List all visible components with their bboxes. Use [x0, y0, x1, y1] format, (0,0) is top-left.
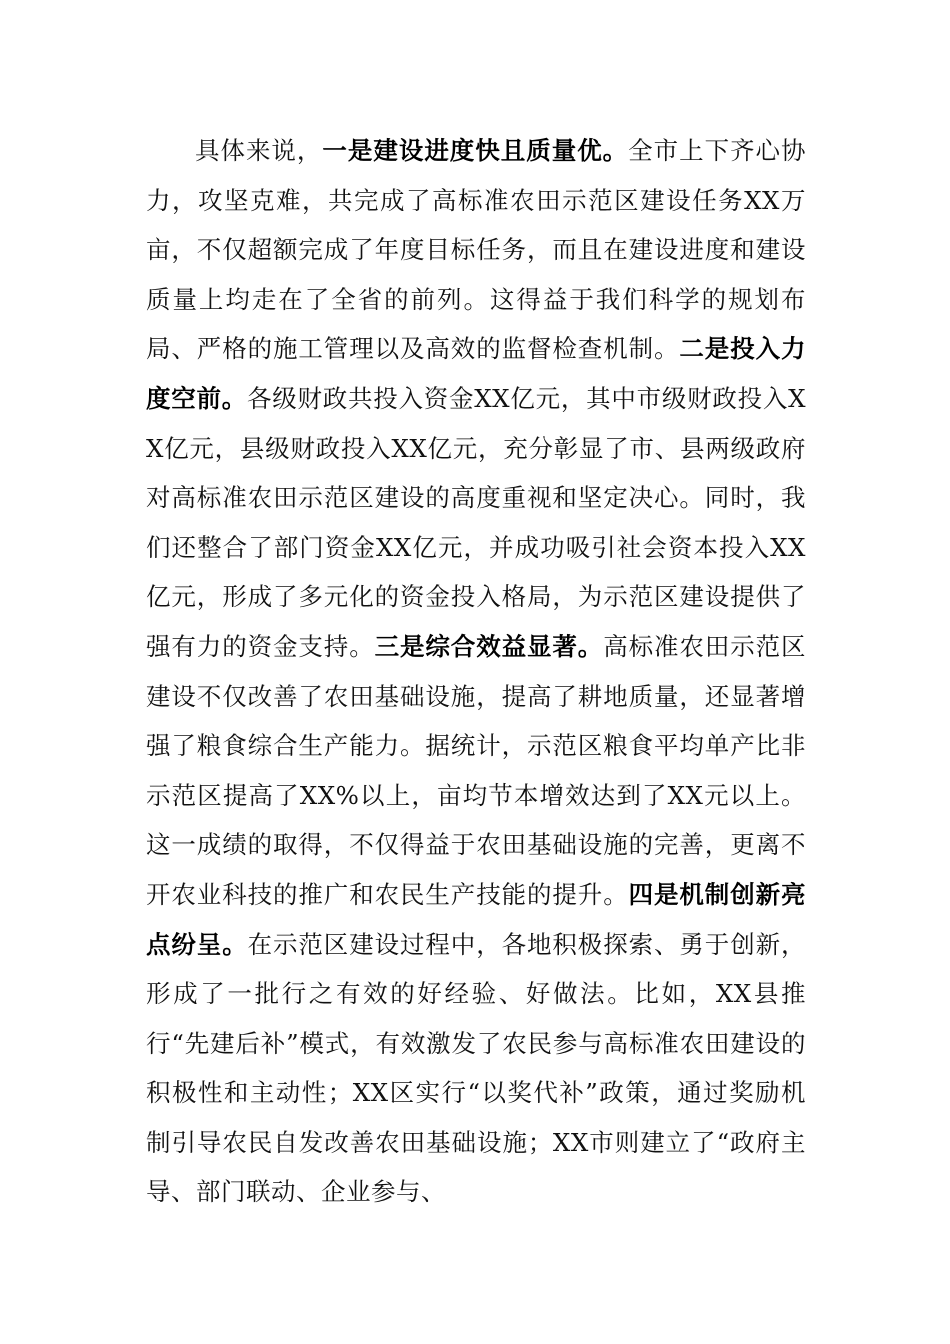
- text-run: 在示范区建设过程中，各地积极探索、勇于创新，形成了一批行之有效的好经验、好做法。比如，XX县推行“先建后补”模式，有效激发了农民参与高标准农田建设的积极性和主动性；XX区实行“以奖代补”政策，通过奖励机制引导农民自发改善农田基础设施；XX市则建立了“政府主导、部门联动、企业参与、: [146, 929, 807, 1207]
- text-run: 具体来说，: [195, 136, 323, 165]
- body-paragraph: [146, 126, 806, 1217]
- bold-heading-1: 一是建设进度快且质量优。: [322, 136, 629, 165]
- bold-heading-4: 四是机制创新亮点纷呈。: [146, 879, 807, 959]
- bold-heading-2: 二是投入力度空前。: [146, 334, 807, 413]
- text-run: 各级财政共投入资金XX亿元，其中市级财政投入XX亿元，县级财政投入XX亿元，充分彰显了市、县两级政府对高标准农田示范区建设的高度重视和坚定决心。同时，我们还整合了部门资金XX亿元，并成功吸引社会资本投入XX亿元，形成了多元化的资金投入格局，为示范区建设提供了强有力的资金支持。: [146, 383, 807, 661]
- bold-heading-3: 三是综合效益显著。: [374, 631, 604, 661]
- text-run: 全市上下齐心协力，攻坚克难，共完成了高标准农田示范区建设任务XX万亩，不仅超额完成了年度目标任务，而且在建设进度和建设质量上均走在了全省的前列。这得益于我们科学的规划布局、严格的施工管理以及高效的监督检查机制。: [146, 136, 807, 364]
- text-run: 高标准农田示范区建设不仅改善了农田基础设施，提高了耕地质量，还显著增强了粮食综合生产能力。据统计，示范区粮食平均单产比非示范区提高了XX%以上，亩均节本增效达到了XX元以上。这一成绩的取得，不仅得益于农田基础设施的完善，更离不开农业科技的推广和农民生产技能的提升。: [146, 631, 807, 909]
